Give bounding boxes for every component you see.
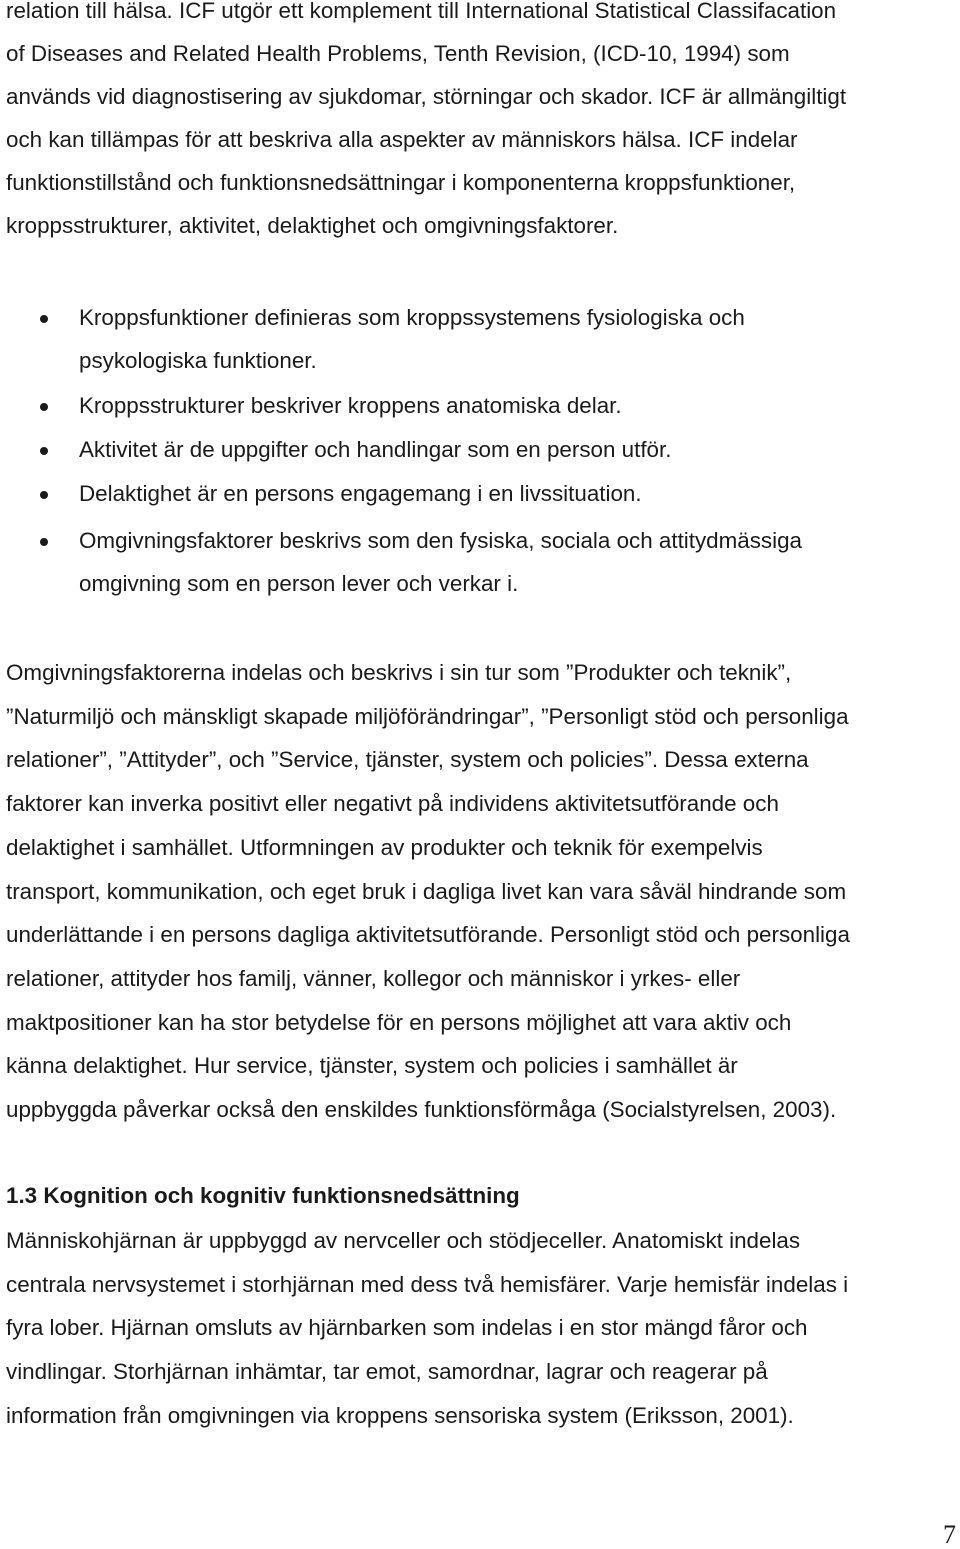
- text-line: Omgivningsfaktorer beskrivs som den fysiska, sociala och attitydmässiga: [79, 528, 803, 553]
- text-line: används vid diagnostisering av sjukdomar, störningar och skador. ICF är allmängiltigt: [6, 84, 847, 109]
- text-line: maktpositioner kan ha stor betydelse för en persons möjlighet att vara aktiv och: [6, 1010, 792, 1035]
- text-line: uppbyggda påverkar också den enskildes funktionsförmåga (Socialstyrelsen, 2003).: [6, 1097, 837, 1122]
- text-line: relationer, attityder hos familj, vänner, kollegor och människor i yrkes- eller: [6, 966, 741, 991]
- text-line: känna delaktighet. Hur service, tjänster, system och policies i samhället är: [6, 1053, 738, 1078]
- text-line: funktionstillstånd och funktionsnedsättningar i komponenterna kroppsfunktioner,: [6, 170, 796, 195]
- bullet-icon: [40, 447, 48, 455]
- text-line: of Diseases and Related Health Problems, Tenth Revision, (ICD-10, 1994) som: [6, 41, 790, 66]
- text-line: Omgivningsfaktorerna indelas och beskrivs i sin tur som ”Produkter och teknik”,: [6, 660, 792, 685]
- section-title: 1.3 Kognition och kognitiv funktionsnedsättning: [6, 1183, 520, 1208]
- text-line: Kroppsstrukturer beskriver kroppens anatomiska delar.: [79, 393, 622, 418]
- text-line: faktorer kan inverka positivt eller negativt på individens aktivitetsutförande och: [6, 791, 779, 816]
- text-line: relation till hälsa. ICF utgör ett komplement till International Statistical Classifacation: [6, 0, 837, 23]
- bullet-icon: [40, 315, 48, 323]
- text-line: vindlingar. Storhjärnan inhämtar, tar emot, samordnar, lagrar och reagerar på: [6, 1359, 768, 1384]
- text-line: psykologiska funktioner.: [79, 348, 317, 373]
- text-line: ”Naturmiljö och mänskligt skapade miljöförändringar”, ”Personligt stöd och personliga: [6, 704, 849, 729]
- text-line: underlättande i en persons dagliga aktivitetsutförande. Personligt stöd och personliga: [6, 922, 850, 947]
- text-line: information från omgivningen via kroppens sensoriska system (Eriksson, 2001).: [6, 1403, 794, 1428]
- text-line: Delaktighet är en persons engagemang i en livssituation.: [79, 481, 642, 506]
- text-line: transport, kommunikation, och eget bruk i dagliga livet kan vara såväl hindrande som: [6, 879, 847, 904]
- text-line: Människohjärnan är uppbyggd av nervceller och stödjeceller. Anatomiskt indelas: [6, 1228, 801, 1253]
- text-line: centrala nervsystemet i storhjärnan med dess två hemisfärer. Varje hemisfär indelas i: [6, 1272, 849, 1297]
- text-line: kroppsstrukturer, aktivitet, delaktighet och omgivningsfaktorer.: [6, 213, 619, 238]
- text-line: Kroppsfunktioner definieras som kroppssystemens fysiologiska och: [79, 305, 745, 330]
- text-line: och kan tillämpas för att beskriva alla aspekter av människors hälsa. ICF indelar: [6, 127, 798, 152]
- text-line: omgivning som en person lever och verkar i.: [79, 571, 519, 596]
- text-line: fyra lober. Hjärnan omsluts av hjärnbarken som indelas i en stor mängd fåror och: [6, 1315, 808, 1340]
- page-number: 7: [943, 1520, 956, 1549]
- bullet-icon: [40, 538, 48, 546]
- text-line: delaktighet i samhället. Utformningen av produkter och teknik för exempelvis: [6, 835, 763, 860]
- text-line: relationer”, ”Attityder”, och ”Service, tjänster, system och policies”. Dessa externa: [6, 747, 809, 772]
- bullet-icon: [40, 403, 48, 411]
- text-line: Aktivitet är de uppgifter och handlingar som en person utför.: [79, 437, 672, 462]
- bullet-icon: [40, 491, 48, 499]
